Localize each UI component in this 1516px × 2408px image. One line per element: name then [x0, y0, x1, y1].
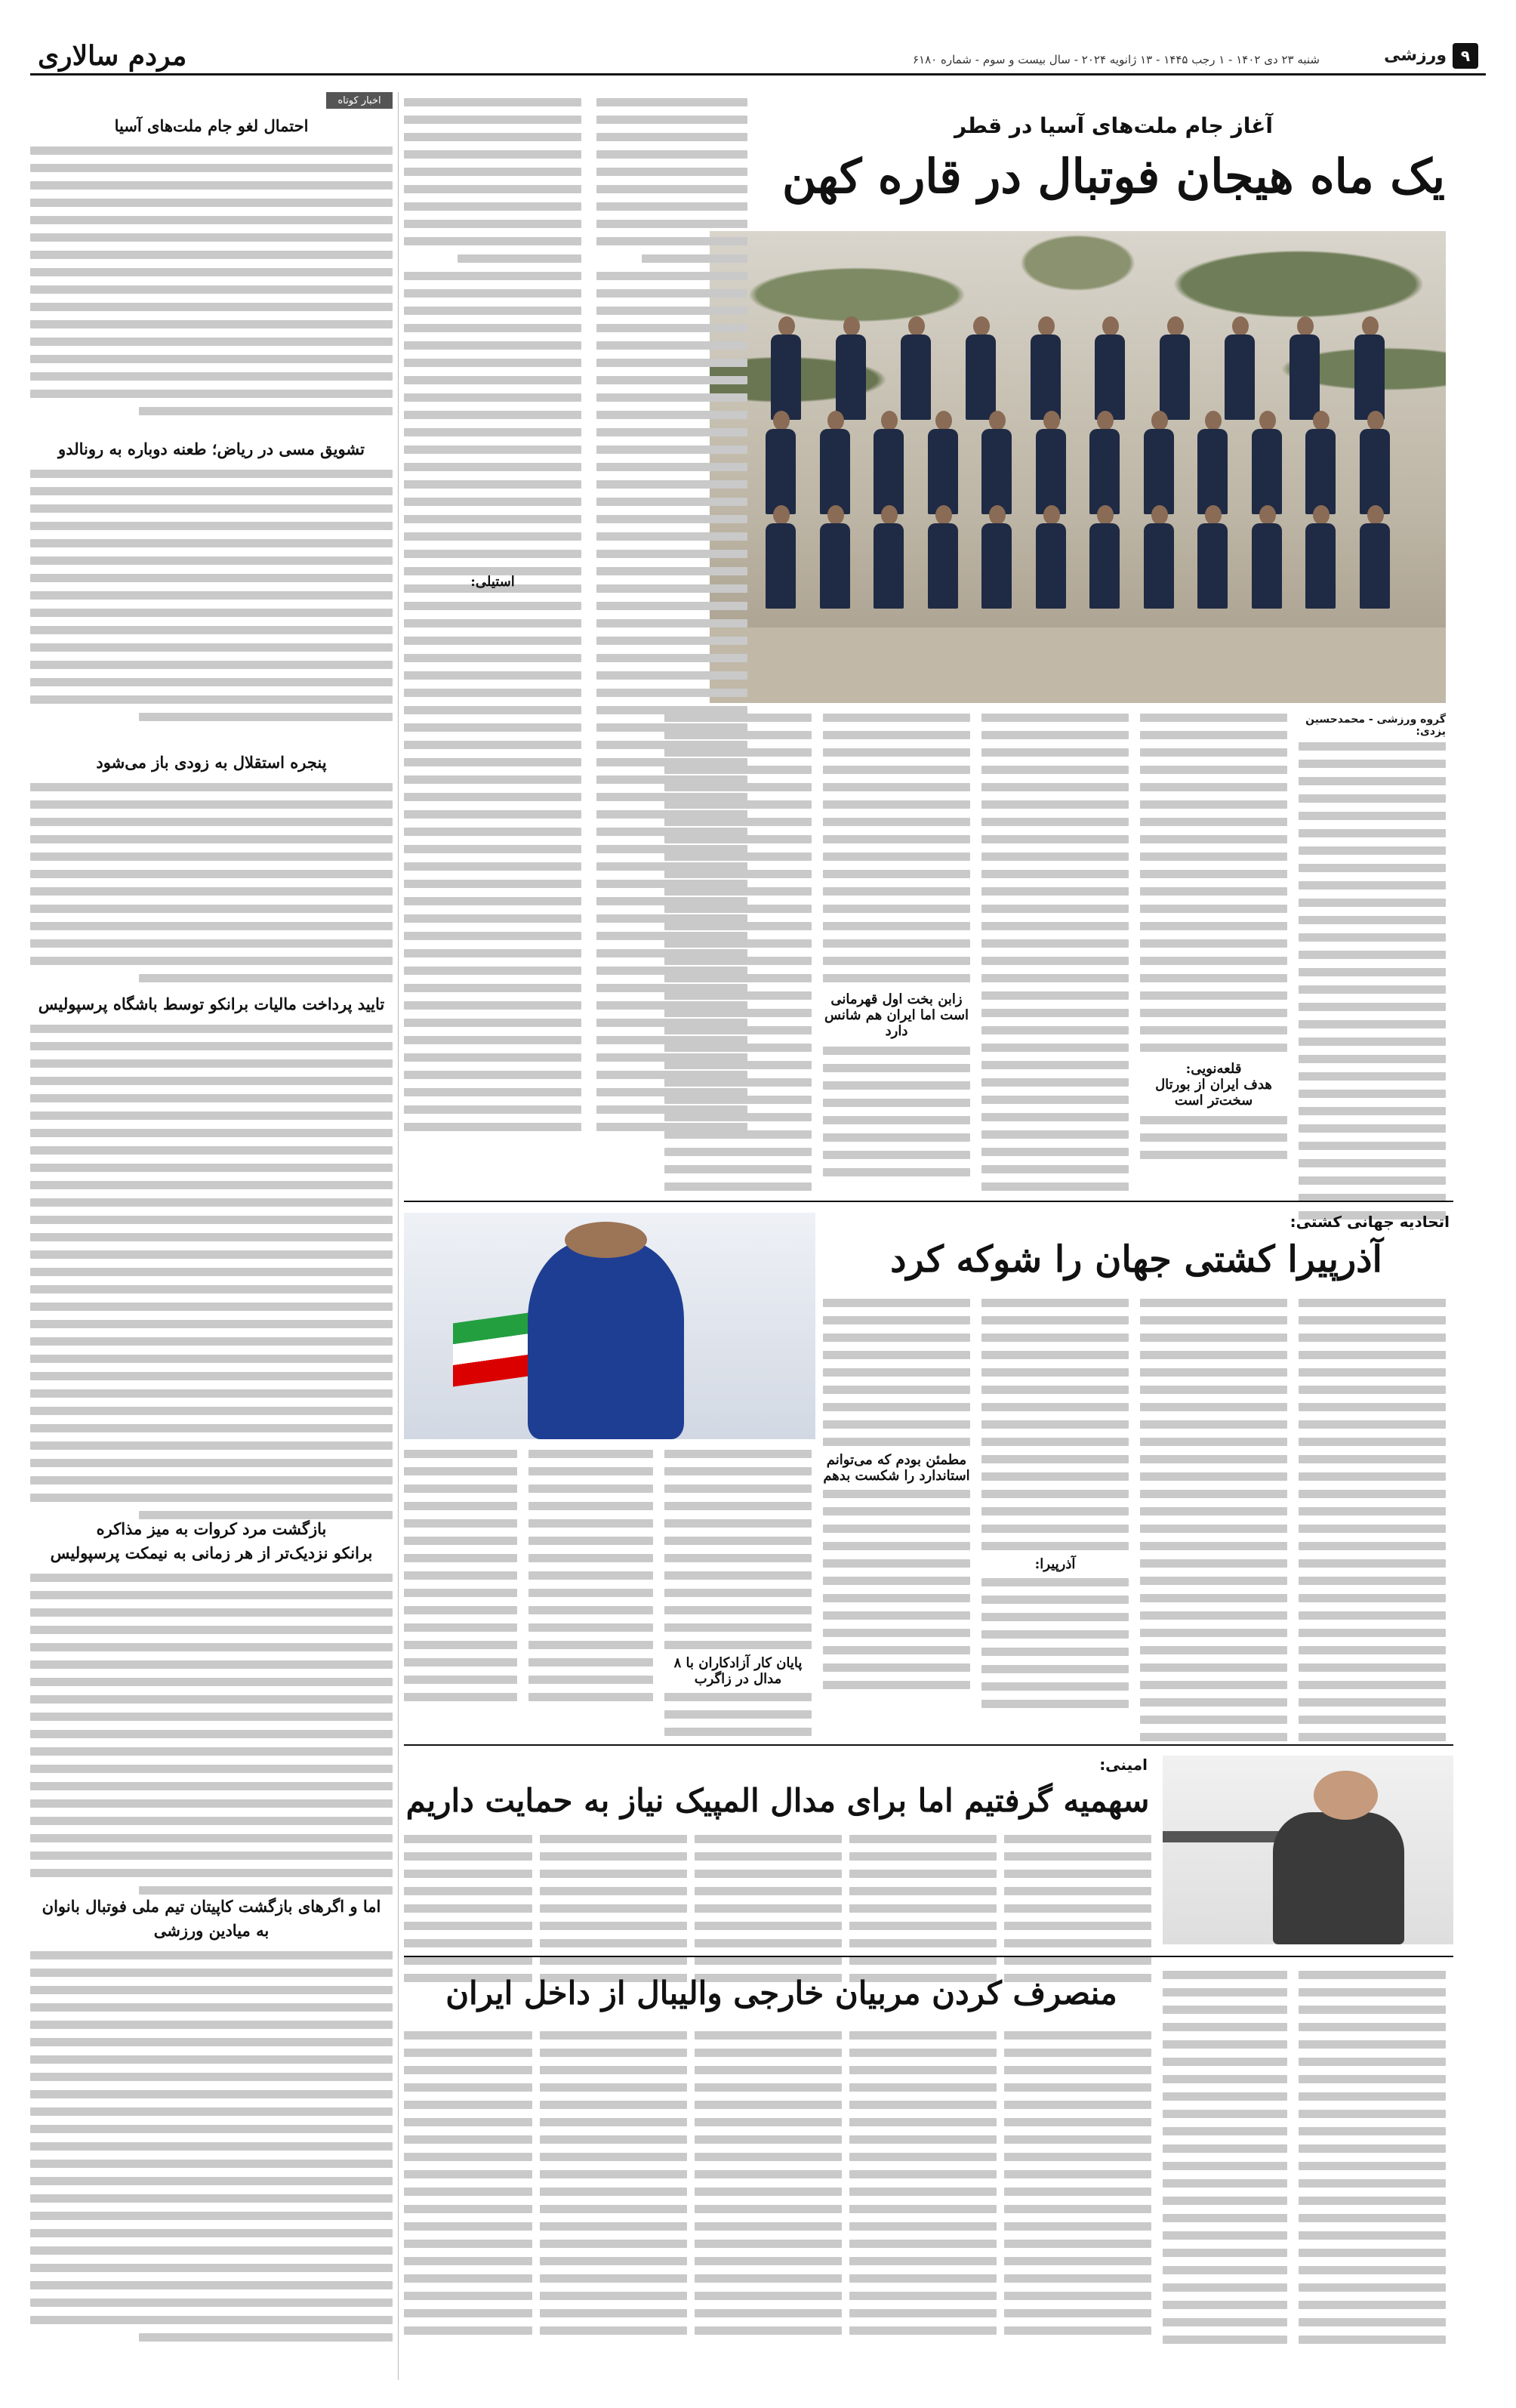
divider-2	[404, 1744, 1453, 1746]
main-story-kicker: آغاز جام ملت‌های آسیا در قطر	[954, 113, 1273, 138]
wrestling-col-7	[404, 1450, 517, 1701]
wrestling-headline: آذرپیرا کشتی جهان را شوکه کرد	[890, 1238, 1382, 1281]
section-label	[1384, 43, 1478, 69]
main-story-headline: یک ماه هیجان فوتبال در قاره کهن	[781, 149, 1446, 204]
main-story-subhead-1: زابن بخت اول قهرمانی است اما ایران هم شانس دارد	[824, 991, 969, 1039]
olympic-col-4	[540, 1835, 687, 1982]
sidebar-headline-3: پنجره استقلال به زودی باز می‌شود	[96, 753, 327, 772]
volleyball-col-7	[404, 2031, 532, 2335]
sidebar-body-2	[30, 470, 393, 721]
main-story-col-5	[664, 714, 812, 1191]
olympic-col-3	[695, 1835, 842, 1982]
wrestling-col-2	[1140, 1299, 1287, 1741]
volleyball-col-2	[1163, 1971, 1287, 2344]
sidebar-headline-7: اما و اگرهای بازگشت کاپیتان تیم ملی فوتبال بانوان	[42, 1897, 381, 1916]
volleyball-headline: منصرف کردن مربیان خارجی والیبال از داخل ایران	[445, 1975, 1117, 2012]
olympic-col-1	[1004, 1835, 1151, 1982]
sidebar-body-5	[30, 1574, 393, 1895]
olympic-col-5	[404, 1835, 532, 1982]
dateline: شنبه ۲۳ دی ۱۴۰۲ - ۱ رجب ۱۴۴۵ - ۱۳ ژانویه ۲۰۲۴ - سال بیست و سوم - شماره ۶۱۸۰	[912, 53, 1320, 66]
page-number-badge: ۹	[1453, 43, 1478, 69]
sidebar-tag: اخبار کوتاه	[326, 92, 393, 109]
wrestling-subhead-1: آذرپیرا:	[1034, 1556, 1076, 1572]
main-story-lead-label: گروه ورزشی - محمدحسین یزدی:	[1305, 714, 1446, 738]
sidebar-body-6	[30, 1951, 393, 2342]
news-brief-sidebar	[30, 92, 393, 2380]
sidebar-body-3	[30, 783, 393, 982]
wrestling-col-3	[981, 1299, 1129, 1550]
divider-3	[404, 1956, 1453, 1957]
sidebar-headline-6: برانکو نزدیک‌تر از هر زمانی به نیمکت پرسپولیس	[50, 1543, 373, 1562]
sidebar-headline-2: تشویق مسی در ریاض؛ طعنه دوباره به رونالدو	[58, 439, 365, 458]
section-name: ورزشی	[1384, 46, 1447, 65]
volleyball-col-4	[849, 2031, 997, 2335]
sidebar-headline-4: تایید پرداخت مالیات برانکو توسط باشگاه پرسپولیس	[38, 994, 385, 1013]
main-story-col-3	[981, 714, 1129, 1191]
wrestling-col-5	[664, 1450, 812, 1649]
wrestling-subhead-3: پایان کار آزادکاران با ۸ مدال در زاگرب	[673, 1655, 803, 1687]
main-story-col-1	[1299, 742, 1446, 1219]
volleyball-col-6	[540, 2031, 687, 2335]
sidebar-headline-8: به میادین ورزشی	[153, 1921, 270, 1940]
team-photo	[710, 231, 1446, 703]
sidebar-headline-1: احتمال لغو جام ملت‌های آسیا	[114, 116, 309, 135]
newspaper-logo: مردم سالاری	[38, 39, 187, 72]
wrestling-subhead-2: مطمئن بودم که می‌توانم استاندارد را شکست بدهم	[823, 1452, 970, 1484]
olympic-col-2	[849, 1835, 997, 1982]
divider-1	[404, 1201, 1453, 1202]
wrestling-col-1	[1299, 1299, 1446, 1741]
olympic-headline: سهمیه گرفتیم اما برای مدال المپیک نیاز به حمایت داریم	[405, 1782, 1150, 1819]
main-story-subhead-3: هدف ایران از بورتال سخت‌تر است	[1155, 1077, 1272, 1108]
wrestling-col-4	[823, 1299, 970, 1446]
wrestling-kicker: اتحادیه جهانی کشتی:	[1290, 1213, 1450, 1231]
volleyball-col-1	[1299, 1971, 1446, 2344]
main-story-subhead-2: قلعه‌نویی:	[1185, 1061, 1242, 1077]
sidebar-separator	[398, 92, 399, 2380]
main-story-col-4	[823, 714, 970, 982]
sidebar-body-1	[30, 146, 393, 415]
main-story-column-far-left	[404, 98, 581, 1186]
main-story-col-2	[1140, 714, 1287, 1052]
wrestler-photo	[404, 1213, 815, 1439]
olympic-kicker: امینی:	[1099, 1756, 1148, 1774]
main-story-subhead-4: استیلی:	[470, 574, 515, 590]
sidebar-body-4	[30, 1025, 393, 1519]
sidebar-headline-5: بازگشت مرد کروات به میز مذاکره	[96, 1519, 327, 1538]
volleyball-col-5	[695, 2031, 842, 2335]
wrestling-col-6	[528, 1450, 653, 1701]
shooter-photo	[1163, 1756, 1453, 1944]
volleyball-col-3	[1004, 2031, 1151, 2335]
